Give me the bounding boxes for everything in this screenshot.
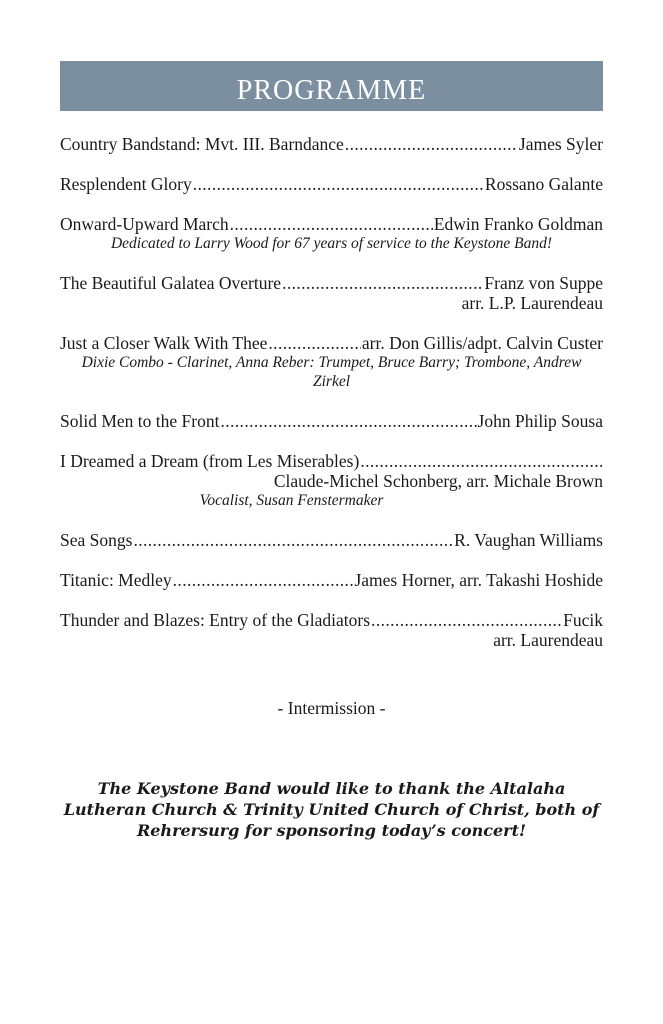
- program-entry: [60, 134, 603, 154]
- program-entry: [60, 411, 603, 431]
- dot-leader: [220, 411, 476, 431]
- piece-composer: John Philip Sousa: [477, 411, 603, 431]
- dot-leader: [371, 610, 562, 630]
- piece-title: Thunder and Blazes: Entry of the Gladiators: [60, 610, 371, 630]
- dot-leader: [173, 570, 354, 590]
- programme-banner: [60, 61, 603, 111]
- page-title: programme: [236, 63, 427, 108]
- piece-composer: Franz von Suppe: [484, 273, 603, 293]
- piece-title: Onward-Upward March: [60, 214, 229, 234]
- piece-title: Just a Closer Walk With Thee: [60, 333, 268, 353]
- piece-composer: James Syler: [518, 134, 603, 154]
- dot-leader: [268, 333, 361, 353]
- piece-composer: James Horner, arr. Takashi Hoshide: [354, 570, 603, 590]
- piece-note: Dedicated to Larry Wood for 67 years of service to the Keystone Band!: [110, 235, 553, 252]
- program-entry: [60, 273, 603, 313]
- piece-composer: Rossano Galante: [484, 174, 603, 194]
- program-list: [60, 134, 603, 670]
- sponsor-thanks: The Keystone Band would like to thank the Altalaha Lutheran Church & Trinity United Church of Christ, both of Rehrersurg for sponsoring today’s concert!: [63, 779, 600, 840]
- dot-leader: [193, 174, 484, 194]
- program-entry: [60, 174, 603, 194]
- piece-title: The Beautiful Galatea Overture: [60, 273, 282, 293]
- piece-composer: Edwin Franko Goldman: [433, 214, 603, 234]
- program-entry: [60, 570, 603, 590]
- program-entry: [60, 451, 603, 510]
- piece-title: Country Bandstand: Mvt. III. Barndance: [60, 134, 344, 154]
- piece-composer: R. Vaughan Williams: [454, 530, 603, 550]
- dot-leader: [345, 134, 518, 154]
- piece-title: Sea Songs: [60, 530, 133, 550]
- intermission-label: - Intermission -: [277, 698, 386, 718]
- piece-composer: Fucik: [563, 610, 603, 630]
- piece-title: Solid Men to the Front: [60, 411, 220, 431]
- piece-title: Resplendent Glory: [60, 174, 192, 194]
- piece-title: Titanic: Medley: [60, 570, 172, 590]
- piece-arranger: arr. Laurendeau: [493, 630, 603, 650]
- piece-composer: arr. Don Gillis/adpt. Calvin Custer: [361, 333, 603, 353]
- program-entry: [60, 610, 603, 650]
- piece-arranger: Claude-Michel Schonberg, arr. Michale Brown: [273, 471, 603, 491]
- program-entry: [60, 333, 603, 391]
- dot-leader: [133, 530, 453, 550]
- program-entry: [60, 530, 603, 550]
- piece-note: Dixie Combo - Clarinet, Anna Reber: Trumpet, Bruce Barry; Trombone, Andrew Zirkel: [81, 354, 582, 390]
- program-entry: [60, 214, 603, 253]
- dot-leader: [360, 451, 602, 471]
- piece-arranger: arr. L.P. Laurendeau: [461, 293, 603, 313]
- piece-note: Vocalist, Susan Fenstermaker: [199, 492, 384, 509]
- piece-title: I Dreamed a Dream (from Les Miserables): [60, 451, 360, 471]
- dot-leader: [282, 273, 483, 293]
- dot-leader: [230, 214, 433, 234]
